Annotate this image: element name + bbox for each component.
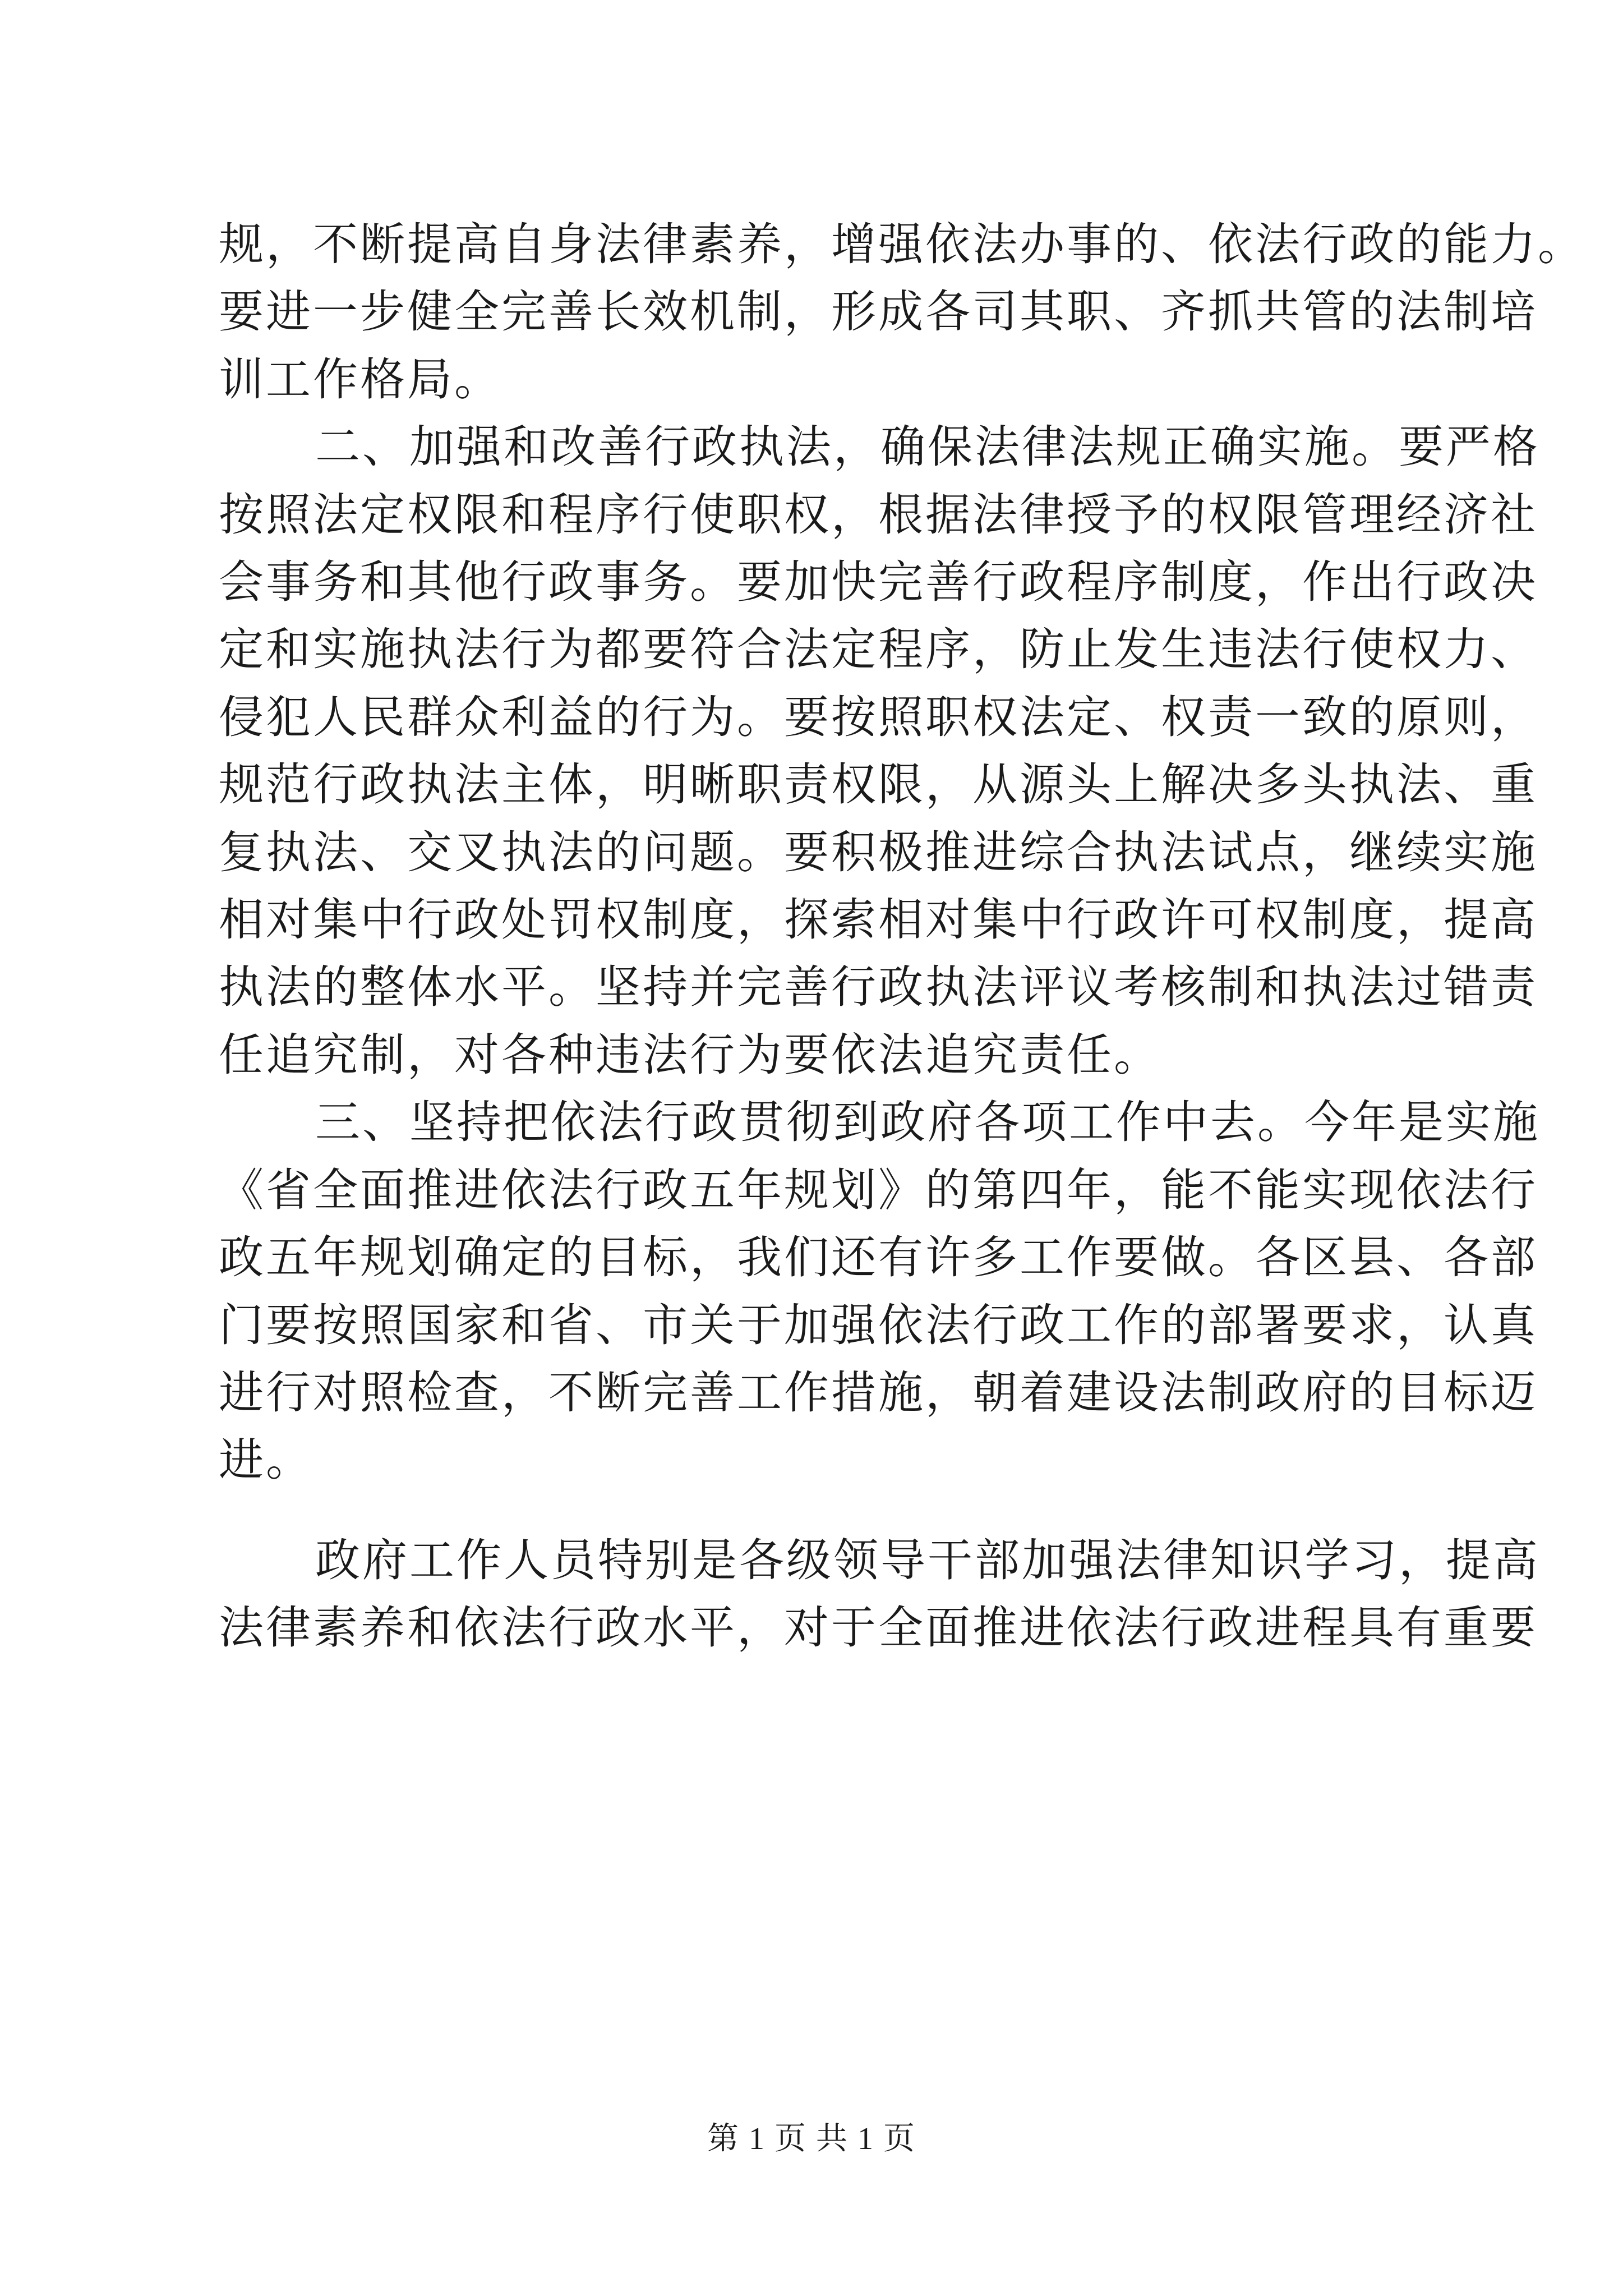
text-line: 执法的整体水平。坚持并完善行政执法评议考核制和执法过错责 [219, 961, 1538, 1014]
text-line: 训工作格局。 [219, 353, 501, 406]
paragraph-3 [219, 1089, 1540, 1494]
text-line: 复执法、交叉执法的问题。要积极推进综合执法试点，继续实施 [219, 826, 1538, 878]
text-line: 按照法定权限和程序行使职权，根据法律授予的权限管理经济社 [219, 488, 1538, 541]
text-line: 进。 [219, 1434, 313, 1487]
text-line: 相对集中行政处罚权制度，探索相对集中行政许可权制度，提高 [219, 894, 1538, 946]
paragraph-2 [219, 413, 1540, 1089]
text-line: 会事务和其他行政事务。要加快完善行政程序制度，作出行政决 [219, 556, 1538, 609]
document-body [219, 211, 1585, 1662]
text-line: 规，不断提高自身法律素养，增强依法办事的、依法行政的能力。 [219, 218, 1585, 270]
text-line: 门要按照国家和省、市关于加强依法行政工作的部署要求，认真 [219, 1299, 1538, 1351]
text-line: 任追究制，对各种违法行为要依法追究责任。 [219, 1028, 1161, 1081]
text-line: 政五年规划确定的目标，我们还有许多工作要做。各区县、各部 [219, 1231, 1538, 1284]
paragraph-1 [219, 211, 1585, 413]
text-line: 法律素养和依法行政水平，对于全面推进依法行政进程具有重要 [219, 1602, 1538, 1654]
text-line: 三、坚持把依法行政贯彻到政府各项工作中去。今年是实施 [315, 1096, 1540, 1149]
text-line: 定和实施执法行为都要符合法定程序，防止发生违法行使权力、 [219, 623, 1538, 676]
text-line: 政府工作人员特别是各级领导干部加强法律知识学习，提高 [315, 1534, 1540, 1586]
text-line: 要进一步健全完善长效机制，形成各司其职、齐抓共管的法制培 [219, 286, 1538, 338]
text-line: 侵犯人民群众利益的行为。要按照职权法定、权责一致的原则， [219, 691, 1538, 743]
paragraph-spacer [219, 1494, 1424, 1527]
page-footer: 第 1 页 共 1 页 [707, 2122, 916, 2156]
text-line: 规范行政执法主体，明晰职责权限，从源头上解决多头执法、重 [219, 758, 1538, 811]
text-line: 《省全面推进依法行政五年规划》的第四年，能不能实现依法行 [219, 1163, 1538, 1216]
paragraph-4 [219, 1527, 1540, 1662]
text-line: 二、加强和改善行政执法，确保法律法规正确实施。要严格 [315, 421, 1540, 473]
text-line: 进行对照检查，不断完善工作措施，朝着建设法制政府的目标迈 [219, 1366, 1538, 1419]
